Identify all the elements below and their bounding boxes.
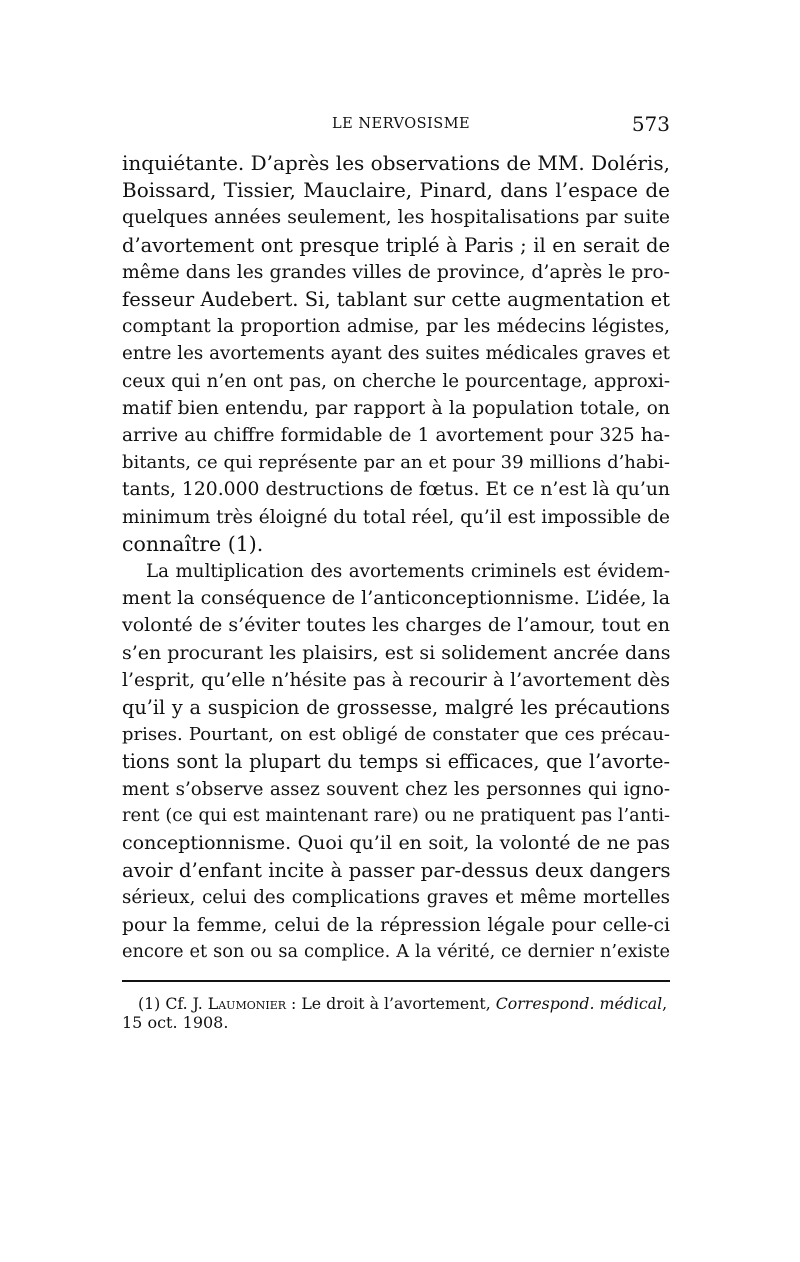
text-line: quelques années seulement, les hospitalisations par suite bbox=[122, 207, 670, 229]
footnote-line: 15 oct. 1908. bbox=[122, 1013, 229, 1033]
text-line: s’en procurant les plaisirs, est si solidement ancrée dans bbox=[122, 641, 671, 664]
text-line: bitants, ce qui représente par an et pour 39 millions d’habi- bbox=[122, 452, 670, 474]
footnote-author: Laumonier bbox=[207, 994, 287, 1014]
footnote-marker: (1) bbox=[138, 994, 161, 1014]
text-line: l’esprit, qu’elle n’hésite pas à recourir à l’avortement dès bbox=[122, 669, 670, 691]
text-line: tants, 120.000 destructions de fœtus. Et ce n’est là qu’un bbox=[122, 479, 670, 501]
text-line: minimum très éloigné du total réel, qu’il est impossible de bbox=[122, 506, 670, 528]
text-line: encore et son ou sa complice. A la vérité, ce dernier n’existe bbox=[122, 941, 670, 962]
text-line: sérieux, celui des complications graves et même mortelles bbox=[122, 887, 670, 909]
text-line: qu’il y a suspicion de grossesse, malgré les précautions bbox=[122, 696, 670, 720]
footnotes bbox=[122, 994, 670, 1032]
footnote-comma: , bbox=[662, 994, 668, 1014]
text-line: pour la femme, celui de la répression légale pour celle-ci bbox=[122, 914, 670, 936]
book-page bbox=[122, 112, 670, 1032]
text-line: ceux qui n’en ont pas, on cherche le pourcentage, approxi- bbox=[122, 370, 670, 392]
running-head bbox=[122, 112, 670, 142]
text-line: prises. Pourtant, on est obligé de constater que ces précau- bbox=[122, 724, 670, 746]
text-line: connaître (1). bbox=[122, 531, 264, 556]
footnote-text: : Le droit à l’avortement, bbox=[286, 994, 496, 1014]
footnote-cf: Cf. J. bbox=[165, 994, 203, 1014]
footnote-journal: Correspond. médical bbox=[495, 994, 663, 1014]
text-line: comptant la proportion admise, par les médecins légistes, bbox=[122, 316, 670, 338]
text-line: inquiétante. D’après les observations de MM. Doléris, bbox=[122, 151, 670, 175]
text-line: même dans les grandes villes de province, d’après le pro- bbox=[122, 261, 670, 283]
running-title: LE NERVOSISME bbox=[332, 116, 471, 132]
text-line: fesseur Audebert. Si, tablant sur cette augmentation et bbox=[122, 288, 670, 312]
text-line: d’avortement ont presque triplé à Paris ; il en serait de bbox=[122, 233, 670, 257]
text-line: ment la conséquence de l’anticonceptionnisme. L’idée, la bbox=[122, 587, 671, 610]
text-line: matif bien entendu, par rapport à la population totale, on bbox=[122, 397, 670, 419]
text-line: entre les avortements ayant des suites médicales graves et bbox=[122, 343, 670, 365]
text-line: conceptionnisme. Quoi qu’il en soit, la volonté de ne pas bbox=[122, 832, 670, 855]
footnote-line bbox=[122, 994, 670, 1013]
body-text bbox=[122, 150, 670, 966]
page-number: 573 bbox=[631, 112, 670, 136]
text-line: rent (ce qui est maintenant rare) ou ne pratiquent pas l’anti- bbox=[122, 805, 670, 826]
text-line: volonté de s’éviter toutes les charges de l’amour, tout en bbox=[122, 614, 670, 637]
text-line: Boissard, Tissier, Mauclaire, Pinard, dans l’espace de bbox=[122, 178, 670, 203]
text-line: ment s’observe assez souvent chez les personnes qui igno- bbox=[122, 778, 670, 800]
text-line: La multiplication des avortements criminels est évidem- bbox=[146, 561, 670, 583]
text-line: arrive au chiffre formidable de 1 avortement pour 325 ha- bbox=[122, 425, 670, 447]
text-line: avoir d’enfant incite à passer par-dessus deux dangers bbox=[122, 859, 671, 883]
text-line: tions sont la plupart du temps si efficaces, que l’avorte- bbox=[122, 750, 670, 774]
footnote-rule bbox=[122, 980, 670, 982]
